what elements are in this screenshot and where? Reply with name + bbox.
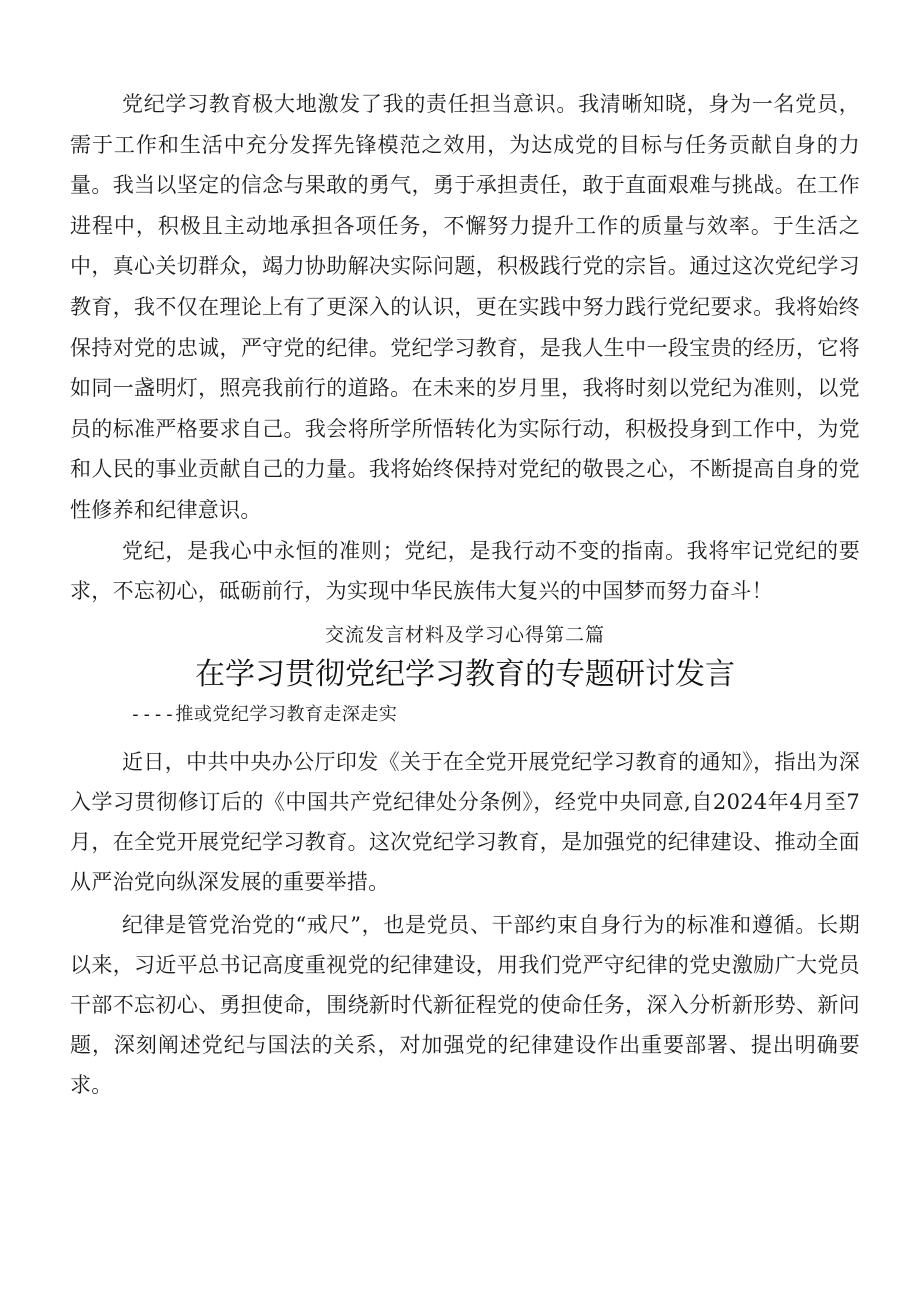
paragraph-notice: 近日，中共中央办公厅印发《关于在全党开展党纪学习教育的通知》，指出为深入学习贯彻修订后的《中国共产党纪律处分条例》，经党中央同意,自2024年4月至7月，在全党开展党纪学习教育。这次党纪学习教育，是加强党的纪律建设、推动全面从严治党向纵深发展的重要举措。 [70,749,860,895]
section-label: 交流发言材料及学习心得第二篇 [324,623,605,646]
document-title: 在学习贯彻党纪学习教育的专题研讨发言 [195,656,735,692]
document-page [70,84,860,1106]
document-subtitle: ----推或党纪学习教育走深走实 [130,703,398,725]
paragraph-discipline-ruler: 纪律是管党治党的“戒尺”，也是党员、干部约束自身行为的标准和遵循。长期以来，习近平总书记高度重视党的纪律建设，用我们党严守纪律的党史激励广大党员干部不忘初心、勇担使命，围绕新时代新征程党的使命任务，深入分析新形势、新问题，深刻阐述党纪与国法的关系，对加强党的纪律建设作出重要部署、提出明确要求。 [70,912,860,1098]
paragraph-party-discipline-guide: 党纪，是我心中永恒的准则；党纪，是我行动不变的指南。我将牢记党纪的要求，不忘初心，砥砺前行，为实现中华民族伟大复兴的中国梦而努力奋斗！ [70,538,860,604]
paragraph-responsibility: 党纪学习教育极大地激发了我的责任担当意识。我清晰知晓，身为一名党员，需于工作和生活中充分发挥先锋模范之效用，为达成党的目标与任务贡献自身的力量。我当以坚定的信念与果敢的勇气，勇于承担责任，敢于直面艰难与挑战。在工作进程中，积极且主动地承担各项任务，不懈努力提升工作的质量与效率。于生活之中，真心关切群众，竭力协助解决实际问题，积极践行党的宗旨。通过这次党纪学习教育，我不仅在理论上有了更深入的认识，更在实践中努力践行党纪要求。我将始终保持对党的忠诚，严守党的纪律。党纪学习教育，是我人生中一段宝贵的经历，它将如同一盏明灯，照亮我前行的道路。在未来的岁月里，我将时刻以党纪为准则，以党员的标准严格要求自己。我会将所学所悟转化为实际行动，积极投身到工作中，为党和人民的事业贡献自己的力量。我将始终保持对党纪的敬畏之心，不断提高自身的党性修养和纪律意识。 [70,92,860,522]
